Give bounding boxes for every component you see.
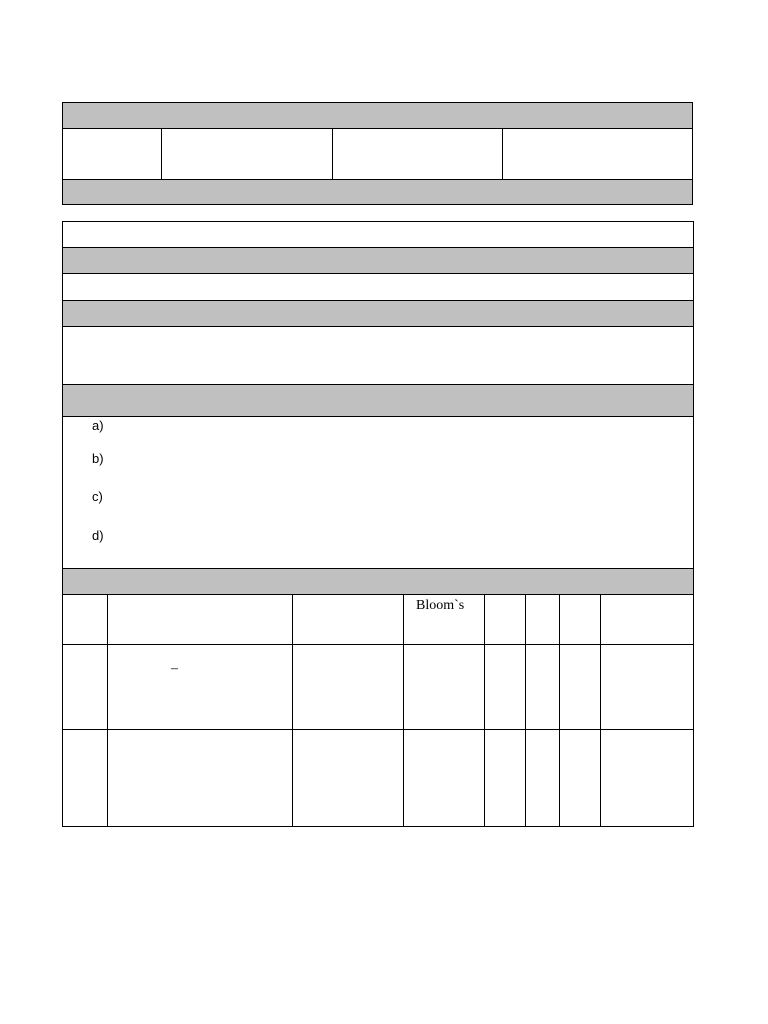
header-info-row <box>62 128 693 180</box>
objectives-list <box>62 416 694 569</box>
section-band-2 <box>62 300 694 327</box>
grid-col-divider-2 <box>292 594 293 827</box>
grid-col-divider-5 <box>525 594 526 827</box>
section-band-1 <box>62 247 694 274</box>
grid-col-divider-4 <box>484 594 485 827</box>
description-area <box>62 326 694 385</box>
objective-item-a: a) <box>92 418 104 433</box>
grid-col-divider-7 <box>600 594 601 827</box>
grid-col-divider-6 <box>559 594 560 827</box>
header-divider-1 <box>161 128 162 180</box>
header-footer-band <box>62 179 693 205</box>
objective-item-d: d) <box>92 528 104 543</box>
section-band-assessment <box>62 568 694 595</box>
blooms-header: Bloom`s <box>416 598 465 613</box>
objective-item-c: c) <box>92 489 103 504</box>
blank-row-2 <box>62 273 694 301</box>
grid-col-divider-3 <box>403 594 404 827</box>
section-band-objectives <box>62 384 694 417</box>
header-divider-2 <box>332 128 333 180</box>
header-divider-3 <box>502 128 503 180</box>
blank-row-1 <box>62 221 694 248</box>
objective-item-b: b) <box>92 451 104 466</box>
header-title-band <box>62 102 693 129</box>
grid-col-divider-1 <box>107 594 108 827</box>
row1-dash: – <box>171 661 178 676</box>
